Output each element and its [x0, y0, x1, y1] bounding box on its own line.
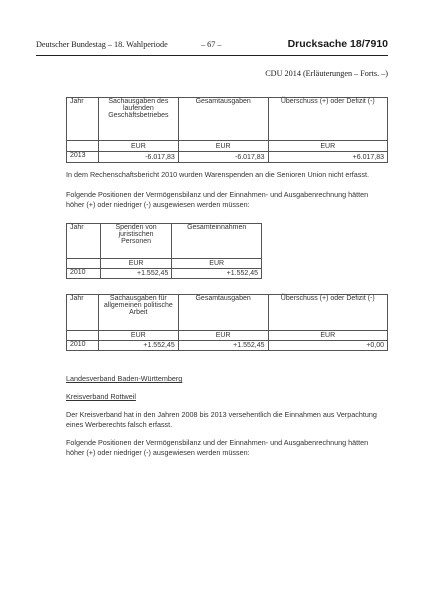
unit-label: EUR: [178, 331, 268, 341]
column-header-year: Jahr: [67, 98, 99, 141]
unit-label: EUR: [268, 331, 387, 341]
cell-surplus-deficit: +6.017,83: [268, 152, 387, 163]
unit-label: EUR: [98, 331, 178, 341]
column-header-total-expenses: Gesamtausgaben: [178, 98, 268, 141]
column-header-total-income: Gesamteinnahmen: [172, 224, 262, 259]
table-donations-2010: [66, 223, 262, 279]
page-header: [36, 38, 388, 54]
table-expenses-2010: [66, 294, 388, 351]
row-year: 2010: [67, 341, 99, 351]
paragraph-positions-2: Folgende Positionen der Vermögensbilanz und der Einnahmen- und Ausgabenrechnung hätten höher (+) oder niedriger (-) ausgewiesen werden müssen:: [66, 438, 369, 457]
row-year: 2010: [67, 269, 101, 279]
column-header-surplus-deficit: Überschuss (+) oder Defizit (-): [268, 295, 387, 331]
column-header-year: Jahr: [67, 295, 99, 331]
cell-corporate-donations: +1.552,45: [100, 269, 172, 279]
column-header-year: Jahr: [67, 224, 101, 259]
paragraph-intro: In dem Rechenschaftsbericht 2010 wurden Warenspenden an die Senioren Union nicht erfasst.: [66, 170, 369, 179]
cell-surplus-deficit: +0,00: [268, 341, 387, 351]
column-header-surplus-deficit: Überschuss (+) oder Defizit (-): [268, 98, 387, 141]
table-expenses-2013: [66, 97, 388, 163]
unit-label: EUR: [268, 141, 387, 152]
cell-political-expenses: +1.552,45: [98, 341, 178, 351]
unit-label: EUR: [178, 141, 268, 152]
section-subheader: CDU 2014 (Erläuterungen – Forts. –): [265, 69, 388, 78]
unit-label: EUR: [98, 141, 178, 152]
header-rule: [36, 55, 388, 56]
header-document-number: Drucksache 18/7910: [287, 38, 388, 50]
column-header-total-expenses: Gesamtausgaben: [178, 295, 268, 331]
cell-total-income: +1.552,45: [172, 269, 262, 279]
cell-material-expenses: -6.017,83: [98, 152, 178, 163]
column-header-corporate-donations: Spenden von juristischen Personen: [100, 224, 172, 259]
header-publication: Deutscher Bundestag – 18. Wahlperiode: [36, 40, 168, 49]
cell-total-expenses: +1.552,45: [178, 341, 268, 351]
heading-district-association: Kreisverband Rottweil: [66, 392, 136, 401]
column-header-political-expenses: Sachausgaben für allgemeinen politische Arbeit: [98, 295, 178, 331]
column-header-material-expenses: Sachausgaben des laufenden Geschäftsbetriebes: [98, 98, 178, 141]
row-year: 2013: [67, 152, 99, 163]
cell-total-expenses: -6.017,83: [178, 152, 268, 163]
header-page-number: – 67 –: [201, 40, 222, 49]
unit-label: EUR: [172, 259, 262, 269]
heading-state-association: Landesverband Baden-Württemberg: [66, 374, 183, 383]
paragraph-district-error: Der Kreisverband hat in den Jahren 2008 bis 2013 versehentlich die Einnahmen aus Verpachtung eines Werberechts falsch erfasst.: [66, 410, 377, 429]
unit-label: EUR: [100, 259, 172, 269]
paragraph-positions: Folgende Positionen der Vermögensbilanz und der Einnahmen- und Ausgabenrechnung hätten höher (+) oder niedriger (-) ausgewiesen werden müssen:: [66, 190, 369, 209]
